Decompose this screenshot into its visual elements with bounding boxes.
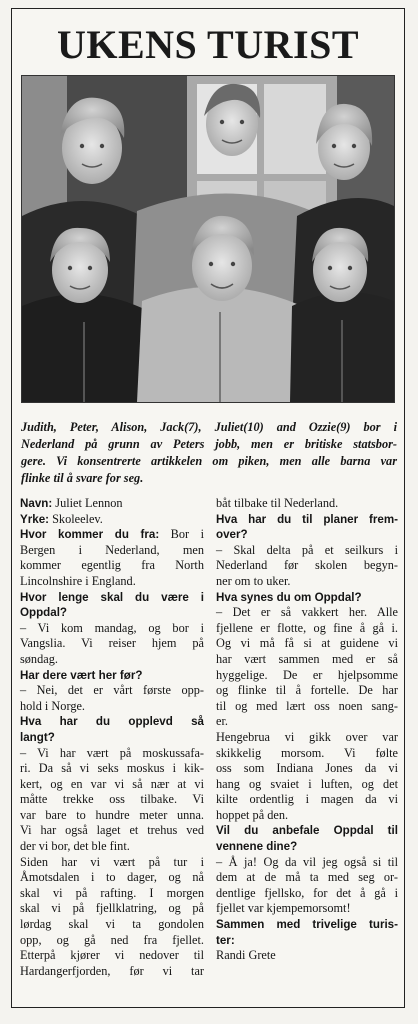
article-text: oss som Indiana Jones da vi [216, 761, 398, 776]
interview-question: Sammen med trivelige turis- [216, 918, 398, 932]
article-text: dem at de må ta med seg or- [216, 870, 398, 885]
article-line [216, 948, 398, 964]
article-text: opp, og gå ned fra fjellet. [20, 932, 204, 947]
article-line [20, 652, 204, 668]
article-line [20, 839, 204, 855]
article-text: til og med lært oss noen sang- [216, 698, 398, 713]
article-line [20, 823, 204, 839]
article-text: Bor i [159, 527, 204, 542]
article-text: Og vi må få si at guidene vi [216, 636, 398, 651]
interview-question: ter: [216, 933, 235, 947]
article-line [216, 636, 398, 652]
article-text: Etterpå kjører vi nedover til [20, 948, 204, 963]
article-line [20, 964, 204, 980]
article-text: er. [216, 714, 228, 729]
article-text: Juliet Lennon [52, 496, 123, 510]
article-text: hang og svaiet i luften, og det [216, 776, 398, 791]
article-text: hyggelige. De er hjelpsomme [216, 667, 398, 682]
article-text: søndag. [20, 651, 58, 666]
article-text: dentlige fjellsko, for det å gå i [216, 885, 398, 900]
article-line [20, 730, 204, 746]
article-text: lørdag skal vi ta gondolen [20, 917, 204, 932]
article-text: har vært sammen med er så [216, 651, 398, 666]
interview-question: langt? [20, 730, 55, 744]
article-line [20, 761, 204, 777]
article-text: hold i Norge. [20, 698, 86, 713]
article-line [216, 543, 398, 559]
article-line [20, 605, 204, 621]
article-text: Hardangerfjorden, før vi tar [20, 963, 204, 978]
article-line [20, 527, 204, 543]
interview-question: Hva synes du om Oppdal? [216, 590, 362, 604]
article-text: – Vi har vært på moskussafa- [20, 745, 204, 760]
article-text: Lincolnshire i England. [20, 573, 136, 588]
article-line [216, 621, 398, 637]
article-line [20, 792, 204, 808]
article-line [20, 683, 204, 699]
article-column-left [20, 496, 204, 979]
article-line [216, 933, 398, 949]
article-text: hoppet på den. [216, 807, 289, 822]
article-line [20, 901, 204, 917]
article-line [216, 512, 398, 528]
article-text: fjellene er flotte, og fine å gå i. [216, 620, 398, 635]
article-line [20, 746, 204, 762]
article-text: Åmotsdalen i to dager, og nå [20, 870, 204, 885]
family-photo [21, 75, 395, 403]
article-text: Skoleelev. [49, 511, 103, 526]
article-line [20, 512, 204, 528]
article-line [216, 870, 398, 886]
interview-question: Hva har du opplevd så [20, 715, 204, 729]
article-line [20, 948, 204, 964]
article-line [20, 808, 204, 824]
article-line [216, 792, 398, 808]
interview-question: Hva har du til planer frem- [216, 512, 398, 526]
article-line [20, 668, 204, 684]
headline: UKENS TURIST [56, 22, 360, 67]
family-photo-image [22, 76, 394, 402]
article-text: – Nei, det er vårt første opp- [20, 683, 204, 698]
interview-question: over? [216, 528, 248, 542]
article-text: Siden har vi vært på tur i [20, 854, 204, 869]
article-line [216, 839, 398, 855]
article-line [216, 823, 398, 839]
article-line [216, 917, 398, 933]
article-line [20, 886, 204, 902]
article-text: skal vi på fjellklatring, og på [20, 901, 204, 916]
interview-question: vennene dine? [216, 840, 298, 854]
article-line [216, 777, 398, 793]
article-text: Vi har også laget et trehus ved [20, 823, 204, 838]
article-line [216, 590, 398, 606]
article-text: Hengebrua vi gikk over var [216, 729, 398, 744]
article-text: kilte ordentlig i magen da vi [216, 792, 398, 807]
article-column-right [216, 496, 398, 964]
caption-line: gere. Vi konsentrerte artikkelen om piken, men alle barna var [21, 454, 397, 468]
article-text: var bare to hundre meter unna. [20, 807, 204, 822]
article-line [216, 714, 398, 730]
article-line [20, 558, 204, 574]
article-line [216, 699, 398, 715]
interview-question: Hvor lenge skal du være i [20, 590, 204, 604]
article-line [216, 683, 398, 699]
article-text: Bergen i Nederland, men [20, 542, 204, 557]
article-line [216, 855, 398, 871]
interview-question: Yrke: [20, 512, 50, 526]
article-text: kert, og en var vi så nær at vi [20, 776, 204, 791]
photo-caption [21, 419, 397, 487]
article-text: – Skal delta på et seilkurs i [216, 542, 398, 557]
article-line [216, 496, 398, 512]
caption-line: Nederland på grunn av Peters jobb, men er britiske statsbor- [21, 437, 397, 451]
article-line [20, 590, 204, 606]
article-line [216, 761, 398, 777]
article-text: båt tilbake til Nederland. [216, 496, 339, 510]
article-text: og flinke til å fortelle. De har [216, 683, 398, 698]
article-line [20, 699, 204, 715]
article-line [20, 574, 204, 590]
article-line [20, 855, 204, 871]
article-line [216, 605, 398, 621]
article-text: kommer egentlig fra North [20, 558, 204, 573]
article-line [20, 496, 204, 512]
article-text: skal vi på rafting. I morgen [20, 885, 204, 900]
article-text: – Vi kom mandag, og bor i [20, 620, 204, 635]
article-line [216, 886, 398, 902]
article-text: ner om to uker. [216, 573, 291, 588]
caption-line: Judith, Peter, Alison, Jack(7), Juliet(10) and Ozzie(9) bor i [21, 420, 397, 434]
article-line [216, 558, 398, 574]
interview-question: Har dere vært her før? [20, 668, 143, 682]
article-text: Nederland før skolen begyn- [216, 558, 398, 573]
article-line [20, 777, 204, 793]
article-line [216, 808, 398, 824]
article-text: – Det er så vakkert her. Alle [216, 605, 398, 620]
article-line [216, 668, 398, 684]
article-line [216, 652, 398, 668]
article-line [216, 574, 398, 590]
article-line [20, 543, 204, 559]
article-line [20, 714, 204, 730]
article-line [216, 901, 398, 917]
article-line [216, 746, 398, 762]
article-text: der vi bor, det ble fint. [20, 839, 130, 854]
interview-question: Vil du anbefale Oppdal til [216, 824, 398, 838]
newspaper-clipping [11, 8, 405, 1008]
article-text: måtte trekke oss tilbake. Vi [20, 792, 204, 807]
article-text: – Å ja! Og da vil jeg også si til [216, 854, 398, 869]
article-line [216, 730, 398, 746]
interview-question: Hvor kommer du fra: [20, 528, 160, 542]
article-line [20, 870, 204, 886]
article-text: ri. Da så vi seks moskus i kik- [20, 761, 204, 776]
article-line [216, 527, 398, 543]
article-text: Randi Grete [216, 948, 276, 963]
article-text: skikkelig morsom. Vi følte [216, 745, 398, 760]
article-text: Vangslia. Vi reiser hjem på [20, 636, 204, 651]
article-line [20, 621, 204, 637]
interview-question: Navn: [20, 497, 53, 510]
article-line [20, 636, 204, 652]
article-line [20, 933, 204, 949]
article-text: fjellet var kjempemorsomt! [216, 901, 351, 916]
caption-line: flinke til å svare for seg. [21, 471, 144, 485]
article-line [20, 917, 204, 933]
interview-question: Oppdal? [20, 606, 68, 620]
